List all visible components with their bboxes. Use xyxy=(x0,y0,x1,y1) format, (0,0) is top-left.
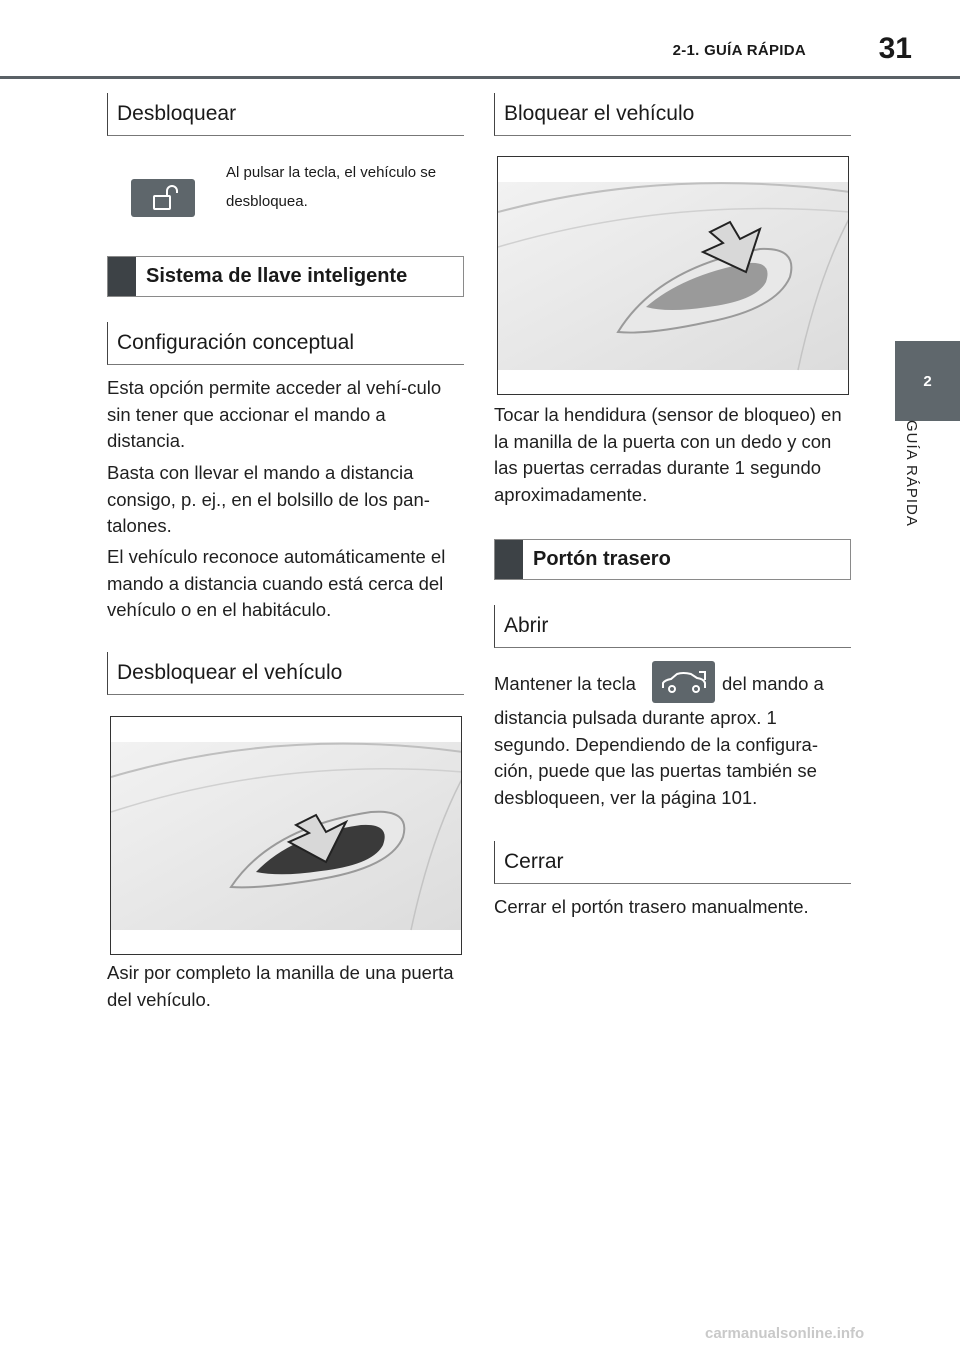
page-number: 31 xyxy=(878,32,912,65)
figure-caption-asir: Asir por completo la manilla de una puerta del vehículo. xyxy=(107,962,454,1010)
section-box-title: Portón trasero xyxy=(533,548,671,570)
footer-watermark[interactable]: carmanualsonline.info xyxy=(705,1325,865,1342)
paragraph-mantener-rest: distancia pulsada durante aprox. 1 segundo. Dependiendo de la configura-ción, puede que las puertas también se desbloqueen, ver la página 101. xyxy=(494,707,818,808)
section-box-title: Sistema de llave inteligente xyxy=(146,265,408,287)
paragraph-mantener-mid: del mando a xyxy=(722,673,824,694)
heading-cerrar: Cerrar xyxy=(494,841,851,884)
paragraph-mantener-start: Mantener la tecla xyxy=(494,673,636,694)
header-rule xyxy=(0,76,960,79)
unlock-key-description: Al pulsar la tecla, el vehículo se desbloquea. xyxy=(226,164,437,210)
paragraph-opcion: Esta opción permite acceder al vehí-culo sin tener que accionar el mando a distancia. xyxy=(107,377,442,451)
car-trunk-key-icon xyxy=(652,661,715,703)
paragraph-basta: Basta con llevar el mando a distancia consigo, p. ej., en el bolsillo de los pan-talones. xyxy=(107,462,430,536)
door-handle-figure-lock xyxy=(497,156,849,395)
section-box-porton xyxy=(494,539,851,580)
chapter-side-label: GUÍA RÁPIDA xyxy=(903,420,920,527)
chapter-tab: 2 xyxy=(895,341,960,421)
running-header: 2-1. GUÍA RÁPIDA xyxy=(672,42,806,59)
section-box-block xyxy=(108,257,136,296)
chapter-side-label-wrap xyxy=(903,420,933,570)
heading-desbloquear: Desbloquear xyxy=(107,93,464,136)
heading-abrir: Abrir xyxy=(494,605,851,648)
heading-desbloquear-vehiculo: Desbloquear el vehículo xyxy=(107,652,464,695)
paragraph-cerrar: Cerrar el portón trasero manualmente. xyxy=(494,896,809,917)
unlock-key-icon xyxy=(131,179,195,217)
paragraph-tocar: Tocar la hendidura (sensor de bloqueo) en la manilla de la puerta con un dedo y con las puertas cerradas durante 1 segundo aproximadamente. xyxy=(494,404,842,505)
heading-configuracion: Configuración conceptual xyxy=(107,322,464,365)
paragraph-reconoce: El vehículo reconoce automáticamente el mando a distancia cuando está cerca del vehículo o en el habitáculo. xyxy=(107,546,446,620)
heading-bloquear: Bloquear el vehículo xyxy=(494,93,851,136)
section-box-block xyxy=(495,540,523,579)
section-box-sistema xyxy=(107,256,464,297)
door-handle-figure-unlock xyxy=(110,716,462,955)
